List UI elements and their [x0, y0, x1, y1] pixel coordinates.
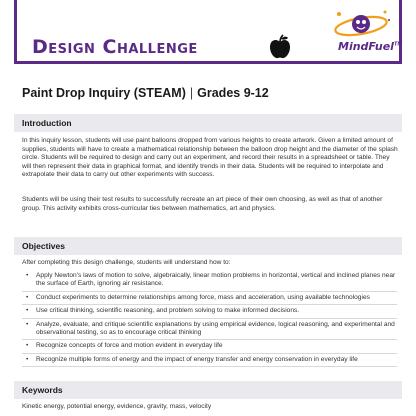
objectives-heading: Objectives — [22, 241, 65, 251]
keywords-section-bar — [14, 381, 402, 399]
keywords-text: Kinetic energy, potential energy, evidence, gravity, mass, velocity — [22, 403, 212, 410]
introduction-paragraph-2: Students will be using their test results to successfully recreate an art piece of their own choosing, as well as that of another group. This activity exhibits cross-curricular ties between mathematics, art and physics. — [22, 196, 383, 212]
objective-item: • Analyze, evaluate, and critique scientific explanations by using empirical evidence, logical reasoning, and experimental and observational testing, so as to encourage critical thinking — [22, 319, 397, 341]
objective-item: • Recognize concepts of force and motion evident in everyday life — [22, 340, 397, 353]
introduction-heading: Introduction — [22, 118, 72, 128]
objective-item: • Recognize multiple forms of energy and the impact of energy transfer and energy conservation in everyday life — [22, 354, 397, 367]
header-banner — [0, 0, 416, 68]
apple-icon — [268, 34, 292, 60]
document-title-text: Paint Drop Inquiry (STEAM) — [22, 86, 186, 100]
objectives-lead: After completing this design challenge, students will understand how to: — [22, 259, 231, 266]
grade-level: Grades 9-12 — [197, 86, 269, 100]
keywords-heading: Keywords — [22, 385, 63, 395]
logo-wordmark: MindFuel™ — [338, 40, 403, 53]
page-title: Design Challenge — [32, 36, 198, 58]
objective-item: • Use critical thinking, scientific reasoning, and problem solving to make informed decisions. — [22, 305, 397, 318]
objectives-section-bar — [14, 237, 402, 255]
objectives-list — [22, 270, 397, 367]
introduction-paragraph-1: In this inquiry lesson, students will use paint balloons dropped from various heights to create artwork. Given a limited amount of supplies, students will have to create a mathematical relationship between the balloon drop height and the diameter of the splash circle. Students will be required to design and carry out an experiment, and record their results in a spreadsheet or table. They will then represent their data in graphical format, and identify trends in their data. Students will be required to interpolate and extrapolate their data to carry out other experiments with success. — [22, 137, 398, 179]
introduction-section-bar — [14, 114, 402, 132]
document-title — [22, 86, 269, 100]
objective-item: • Apply Newton's laws of motion to solve, algebraically, linear motion problems in horizontal, vertical and inclined planes near the surface of Earth, ignoring air resistance. — [22, 270, 397, 292]
objective-item: • Conduct experiments to determine relationships among force, mass and acceleration, using available technologies — [22, 292, 397, 305]
title-separator: | — [189, 86, 194, 100]
